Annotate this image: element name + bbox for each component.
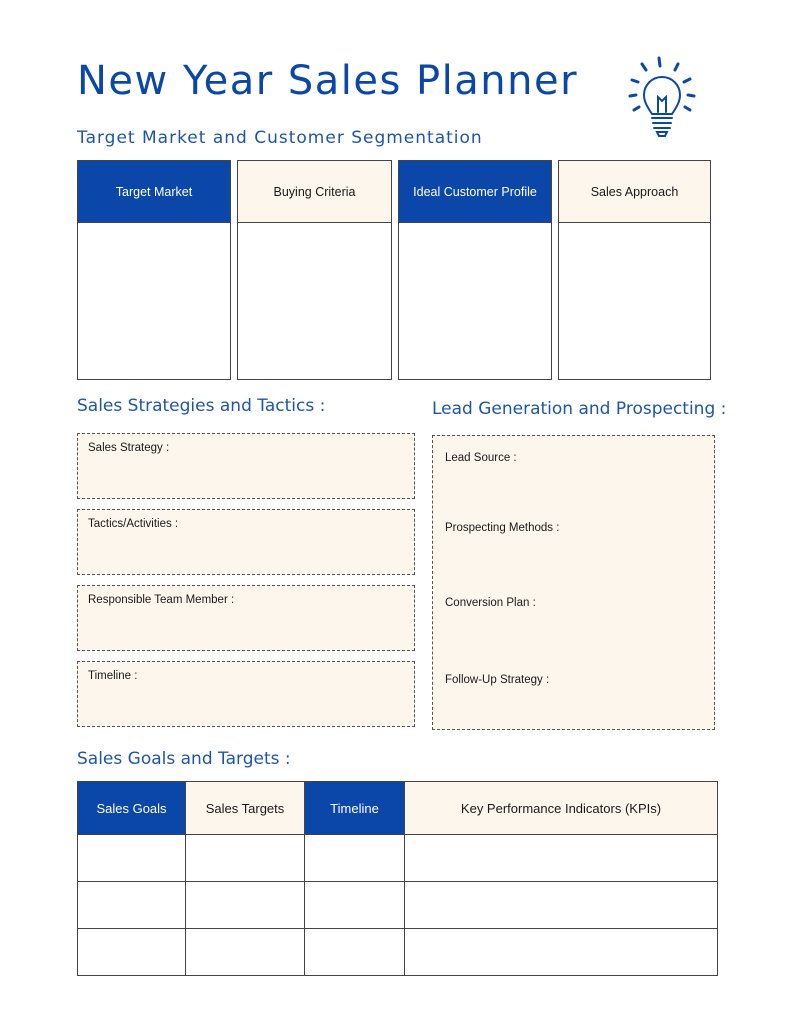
table-cell[interactable] [405,882,718,929]
table-row [78,929,718,976]
buying-criteria-column[interactable] [237,160,392,380]
table-row [78,882,718,929]
lead-generation-heading: Lead Generation and Prospecting : [432,399,727,419]
sales-strategy-box[interactable] [77,433,415,499]
strategies-heading: Sales Strategies and Tactics : [77,396,326,416]
timeline-label: Timeline : [88,670,138,682]
table-cell[interactable] [305,882,405,929]
table-row [78,835,718,882]
sales-approach-header: Sales Approach [559,161,710,223]
sales-targets-header: Sales Targets [186,782,305,835]
tactics-activities-box[interactable] [77,509,415,575]
goals-header-row [78,782,718,835]
table-cell[interactable] [186,835,305,882]
responsible-team-member-box[interactable] [77,585,415,651]
kpis-header: Key Performance Indicators (KPIs) [405,782,718,835]
goals-table [77,781,718,976]
table-cell[interactable] [405,835,718,882]
table-cell[interactable] [305,929,405,976]
responsible-team-member-label: Responsible Team Member : [88,594,235,606]
tactics-activities-label: Tactics/Activities : [88,518,179,530]
table-cell[interactable] [405,929,718,976]
buying-criteria-header: Buying Criteria [238,161,391,223]
goals-heading: Sales Goals and Targets : [77,749,291,769]
table-cell[interactable] [186,882,305,929]
lead-generation-box[interactable] [432,435,715,730]
target-market-column[interactable] [77,160,231,380]
sales-approach-column[interactable] [558,160,711,380]
table-cell[interactable] [305,835,405,882]
timeline-header: Timeline [305,782,405,835]
conversion-plan-label: Conversion Plan : [445,597,536,609]
prospecting-methods-label: Prospecting Methods : [445,522,560,534]
sales-goals-header: Sales Goals [78,782,186,835]
table-cell[interactable] [78,835,186,882]
ideal-customer-profile-column[interactable] [398,160,552,380]
follow-up-strategy-label: Follow-Up Strategy : [445,674,550,686]
sales-strategy-label: Sales Strategy : [88,442,170,454]
timeline-box[interactable] [77,661,415,727]
ideal-customer-profile-header: Ideal Customer Profile [399,161,551,223]
table-cell[interactable] [186,929,305,976]
table-cell[interactable] [78,882,186,929]
table-cell[interactable] [78,929,186,976]
lightbulb-icon [622,52,708,140]
target-market-header: Target Market [78,161,230,223]
segmentation-heading: Target Market and Customer Segmentation [77,128,483,148]
lead-source-label: Lead Source : [445,452,517,464]
page-title: New Year Sales Planner [77,58,579,104]
